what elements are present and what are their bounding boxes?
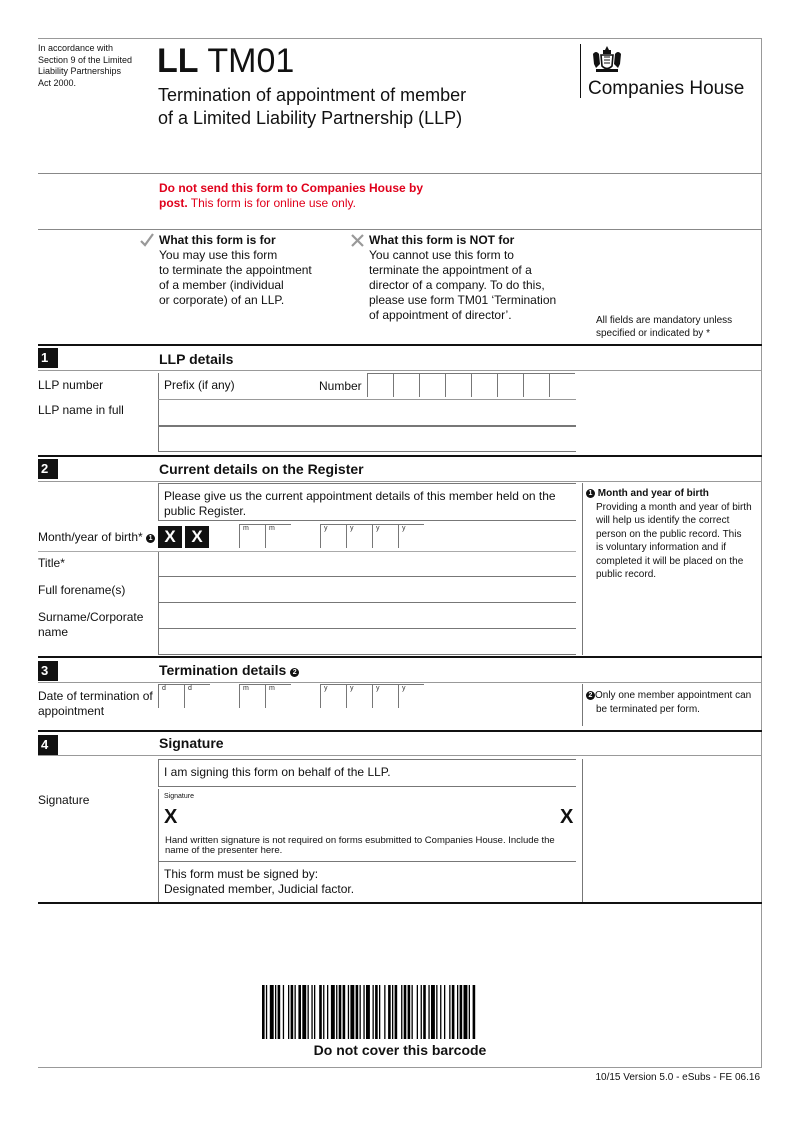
not-line: You cannot use this form to: [369, 248, 514, 262]
month-cell[interactable]: [239, 684, 265, 708]
barcode-bar: [404, 985, 407, 1039]
info-icon: 1: [146, 534, 155, 543]
year-cell[interactable]: [346, 524, 372, 548]
barcode-bar: [356, 985, 359, 1039]
barcode-bar: [428, 985, 429, 1039]
barcode-bar: [266, 985, 267, 1039]
what-form-is-not-for: [369, 233, 556, 323]
barcode-bar: [436, 985, 437, 1039]
section-rule: [38, 344, 762, 346]
digit-cell[interactable]: [367, 373, 393, 397]
info-icon: 1: [586, 489, 595, 498]
legal-note: [38, 43, 148, 89]
section-title: Signature: [159, 735, 224, 751]
section-number: 1: [38, 348, 58, 368]
barcode-bar: [283, 985, 284, 1039]
barcode-bar: [350, 985, 354, 1039]
header-rule: [38, 173, 762, 174]
section-title-rule: [38, 481, 762, 482]
dob-note-line: completed it will be placed on the: [596, 555, 744, 567]
barcode-bar: [412, 985, 413, 1039]
barcode-bar: [431, 985, 435, 1039]
section-title: LLP details: [159, 351, 234, 367]
section-title-text: Termination details: [159, 662, 287, 678]
barcode-bar: [440, 985, 441, 1039]
barcode-bar: [373, 985, 374, 1039]
form-number: TM01: [207, 42, 295, 80]
signature-note-line: name of the presenter here.: [165, 845, 283, 856]
year-hint: y: [350, 685, 354, 692]
check-icon: [139, 232, 155, 248]
barcode-bar: [339, 985, 342, 1039]
llp-number-label: LLP number: [38, 378, 104, 392]
month-cell[interactable]: [239, 524, 265, 548]
llp-name-field-1[interactable]: [158, 400, 576, 426]
forenames-field[interactable]: [158, 577, 576, 603]
warning-line-2: [159, 196, 423, 211]
signature-note-panel: [582, 759, 762, 902]
not-heading: What this form is NOT for: [369, 233, 515, 247]
barcode-bar: [395, 985, 398, 1039]
barcode-bar: [452, 985, 455, 1039]
warning-line: Do not send this form to Companies House by: [159, 181, 424, 195]
signature-caption: Signature: [164, 793, 194, 800]
digit-cell[interactable]: [471, 373, 497, 397]
warning-rule: [38, 229, 762, 230]
digit-cell[interactable]: [393, 373, 419, 397]
llp-name-label: LLP name in full: [38, 403, 124, 417]
dob-label: [38, 530, 155, 545]
barcode-bar: [464, 985, 468, 1039]
barcode-bar: [278, 985, 281, 1039]
barcode-bar: [384, 985, 385, 1039]
section-title: Current details on the Register: [159, 461, 364, 477]
register-instruction: [164, 489, 556, 519]
online-only-warning: [159, 181, 423, 211]
masked-dob-box: X: [158, 526, 182, 548]
legal-note-line: Liability Partnerships: [38, 66, 122, 76]
termination-note-text: Only one member appointment can: [595, 690, 752, 701]
signed-by-line: Designated member, Judicial factor.: [164, 882, 355, 896]
digit-cell[interactable]: [419, 373, 445, 397]
barcode-bar: [379, 985, 380, 1039]
barcode-bar: [388, 985, 391, 1039]
dob-note-heading-text: Month and year of birth: [597, 488, 709, 499]
barcode-bar: [423, 985, 426, 1039]
year-hint: y: [402, 685, 406, 692]
signature-label: Signature: [38, 793, 90, 807]
legal-note-line: Act 2000.: [38, 77, 77, 88]
form-code: [157, 42, 294, 80]
cell-top: [239, 524, 291, 525]
dob-label-text: Month/year of birth*: [38, 530, 143, 544]
month-hint: m: [243, 525, 249, 532]
for-heading: What this form is for: [159, 233, 276, 247]
section-number: 3: [38, 661, 58, 681]
forenames-label: Full forename(s): [38, 583, 126, 597]
barcode-bar: [311, 985, 312, 1039]
cross-icon: [350, 233, 365, 248]
legal-note-line: In accordance with: [38, 43, 114, 53]
dob-note: [586, 487, 758, 582]
companies-house-logo: [580, 44, 760, 100]
barcode-bar: [331, 985, 335, 1039]
dob-note-line: person on the public record. This: [596, 528, 742, 540]
number-label: Number: [319, 379, 362, 393]
prefix-placeholder: Prefix (if any): [164, 378, 235, 392]
month-cell[interactable]: [265, 684, 291, 708]
section-title-rule: [38, 370, 762, 371]
signature-note-line: Hand written signature is not required on forms esubmitted to Companies House. Include the: [165, 835, 555, 846]
page-border-bottom: [38, 1067, 762, 1068]
barcode-bar: [469, 985, 470, 1039]
day-cell[interactable]: [158, 684, 184, 708]
day-cell[interactable]: [184, 684, 210, 708]
barcode-bar: [336, 985, 337, 1039]
month-hint: m: [269, 525, 275, 532]
signature-note: [165, 836, 555, 856]
section-title-rule: [38, 682, 762, 683]
day-hint: d: [162, 685, 166, 692]
instruction-line: public Register.: [164, 504, 247, 518]
barcode-bar: [366, 985, 370, 1039]
page-border-top: [38, 38, 762, 39]
section-rule: [38, 656, 762, 658]
termination-date-label-line: Date of termination of: [38, 689, 153, 703]
barcode-bar: [308, 985, 309, 1039]
barcode-bar: [457, 985, 458, 1039]
barcode-bar: [375, 985, 378, 1039]
barcode-caption: Do not cover this barcode: [313, 1042, 487, 1058]
barcode-bar: [302, 985, 306, 1039]
termination-note-line-1: [586, 689, 758, 703]
legal-note-line: Section 9 of the Limited: [38, 54, 133, 65]
barcode-bar: [270, 985, 274, 1039]
info-icon: 2: [290, 668, 299, 677]
year-cell[interactable]: [372, 524, 398, 548]
for-line: of a member (individual: [159, 278, 284, 292]
title-label: Title*: [38, 556, 65, 570]
barcode-bar: [421, 985, 422, 1039]
for-line: to terminate the appointment: [159, 263, 312, 277]
barcode-bar: [392, 985, 393, 1039]
dob-note-line: is voluntary information and if: [596, 542, 727, 553]
section-title: [159, 661, 299, 679]
version-info: 10/15 Version 5.0 - eSubs - FE 06.16: [595, 1072, 760, 1083]
section-rule: [38, 730, 762, 732]
not-line: director of a company. To do this,: [369, 278, 545, 292]
barcode-bar: [314, 985, 315, 1039]
digit-cell[interactable]: [445, 373, 471, 397]
day-hint: d: [188, 685, 192, 692]
form-prefix: LL: [157, 42, 199, 80]
year-hint: y: [376, 685, 380, 692]
royal-crest-icon: [590, 44, 624, 74]
barcode-bar: [449, 985, 450, 1039]
barcode-bar: [288, 985, 289, 1039]
warning-bold: post.: [159, 196, 188, 210]
not-line: please use form TM01 ‘Termination: [369, 293, 557, 307]
digit-cell[interactable]: [523, 373, 549, 397]
dob-note-heading: [586, 487, 758, 501]
barcode-bar: [295, 985, 296, 1039]
barcode-bar: [360, 985, 361, 1039]
sign-here-mark-right: X: [560, 806, 574, 828]
month-hint: m: [269, 685, 275, 692]
surname-field-1[interactable]: [158, 603, 576, 629]
year-cell[interactable]: [320, 524, 346, 548]
digit-cell[interactable]: [549, 373, 575, 397]
section-rule: [38, 455, 762, 457]
info-icon: 2: [586, 691, 595, 700]
termination-date-label-line: appointment: [38, 704, 105, 718]
year-hint: y: [350, 525, 354, 532]
for-line: You may use this form: [159, 248, 278, 262]
signed-by-note: [164, 867, 354, 897]
org-name: Companies House: [588, 78, 745, 99]
surname-label: [38, 610, 143, 640]
year-cell[interactable]: [372, 684, 398, 708]
form-title-line: of a Limited Liability Partnership (LLP): [158, 108, 463, 128]
barcode-bar: [323, 985, 324, 1039]
month-cell[interactable]: [265, 524, 291, 548]
barcode-bar: [291, 985, 294, 1039]
cell-top: [320, 524, 424, 525]
barcode-bar: [408, 985, 411, 1039]
year-cell[interactable]: [398, 684, 424, 708]
barcode-bar: [327, 985, 328, 1039]
section-number: 4: [38, 735, 58, 755]
for-line: or corporate) of an LLP.: [159, 293, 285, 307]
barcode-bar: [444, 985, 445, 1039]
surname-label-line: Surname/Corporate: [38, 610, 144, 624]
barcode-bar: [417, 985, 418, 1039]
section-end-rule: [38, 902, 762, 904]
termination-date-label: [38, 689, 153, 719]
section-number: 2: [38, 459, 58, 479]
dob-note-line: Providing a month and year of birth: [596, 501, 752, 513]
signed-by-line: This form must be signed by:: [164, 867, 319, 881]
sign-here-mark-left: X: [164, 806, 178, 828]
dob-note-line: public record.: [596, 569, 657, 580]
section-title-rule: [38, 755, 762, 756]
barcode-bar: [275, 985, 276, 1039]
year-cell[interactable]: [346, 684, 372, 708]
year-hint: y: [402, 525, 406, 532]
mandatory-line: All fields are mandatory unless: [596, 315, 733, 326]
year-cell[interactable]: [320, 684, 346, 708]
not-line: terminate the appointment of a: [369, 263, 532, 277]
barcode-bar: [319, 985, 322, 1039]
barcode-bar: [401, 985, 402, 1039]
barcode-bar: [343, 985, 346, 1039]
barcode-bar: [460, 985, 463, 1039]
masked-dob-box: X: [185, 526, 209, 548]
month-hint: m: [243, 685, 249, 692]
dob-note-line: will help us identify the correct: [596, 515, 730, 526]
surname-field-2[interactable]: [158, 629, 576, 655]
barcode: [262, 985, 542, 1039]
title-field[interactable]: [158, 552, 576, 577]
what-form-is-for: [159, 233, 312, 308]
barcode-bar: [473, 985, 476, 1039]
year-hint: y: [324, 525, 328, 532]
barcode-bar: [262, 985, 265, 1039]
barcode-bar: [348, 985, 349, 1039]
barcode-bar: [363, 985, 364, 1039]
year-cell[interactable]: [398, 524, 424, 548]
termination-note-line: be terminated per form.: [596, 703, 700, 715]
mandatory-note: [596, 314, 732, 340]
digit-cell[interactable]: [497, 373, 523, 397]
form-title-line: Termination of appointment of member: [158, 85, 467, 105]
not-line: of appointment of director’.: [369, 308, 512, 322]
signing-statement: I am signing this form on behalf of the LLP.: [164, 765, 391, 779]
surname-label-line: name: [38, 625, 69, 639]
llp-number-cells[interactable]: [367, 373, 576, 399]
year-hint: y: [324, 685, 328, 692]
mandatory-line: specified or indicated by *: [596, 328, 710, 339]
logo-divider: [580, 44, 581, 98]
llp-name-field-2[interactable]: [158, 426, 576, 452]
termination-note: [586, 689, 758, 716]
instruction-line: Please give us the current appointment details of this member held on the: [164, 489, 556, 503]
barcode-bar: [298, 985, 301, 1039]
year-hint: y: [376, 525, 380, 532]
warning-tail: This form is for online use only.: [187, 196, 356, 210]
form-title: [158, 84, 466, 130]
